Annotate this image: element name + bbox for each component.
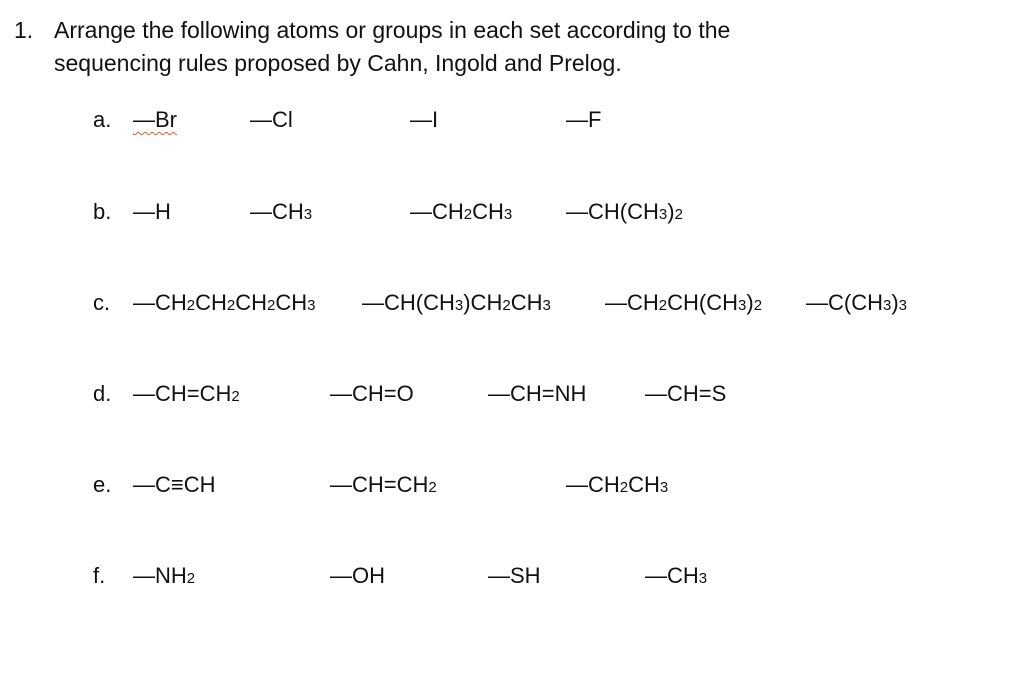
set-b-label: b. [93, 199, 112, 224]
set-c-row [0, 290, 1024, 330]
set-b-item-h: —H [133, 199, 171, 224]
set-d-row [0, 381, 1024, 421]
set-b-row [0, 199, 1024, 239]
set-b-item-ch3: —CH3 [250, 199, 313, 224]
set-d-label: d. [93, 381, 112, 406]
question-line-1: Arrange the following atoms or groups in each set according to the [54, 17, 731, 43]
set-a-label: a. [93, 107, 112, 132]
set-b-item-isopropyl: —CH(CH3)2 [566, 199, 683, 224]
set-b-item-ethyl: —CH2CH3 [410, 199, 513, 224]
set-f-row [0, 563, 1024, 603]
set-f-item-methyl: —CH3 [645, 563, 708, 588]
set-c-item-sec-butyl: —CH(CH3)CH2CH3 [362, 290, 551, 315]
question-number: 1. [14, 17, 34, 43]
set-f-item-thiol: —SH [488, 563, 541, 588]
set-f-item-hydroxyl: —OH [330, 563, 385, 588]
set-f-label: f. [93, 563, 106, 588]
set-e-label: e. [93, 472, 112, 497]
set-e-item-vinyl: —CH=CH2 [330, 472, 437, 497]
set-a-item-br: —Br [133, 107, 177, 132]
set-e-row [0, 472, 1024, 512]
set-c-label: c. [93, 290, 111, 315]
set-f-item-amino: —NH2 [133, 563, 196, 588]
question-text [54, 14, 954, 80]
set-c-item-isobutyl: —CH2CH(CH3)2 [605, 290, 763, 315]
set-a-item-cl: —Cl [250, 107, 293, 132]
set-a-item-f: —F [566, 107, 602, 132]
set-d-item-vinyl: —CH=CH2 [133, 381, 240, 406]
set-e-item-ethyl: —CH2CH3 [566, 472, 669, 497]
set-a-item-i: —I [410, 107, 439, 132]
set-a-row [0, 107, 1024, 147]
set-e-item-ethynyl: —C≡CH [133, 472, 216, 497]
question-line-2: sequencing rules proposed by Cahn, Ingold and Prelog. [54, 50, 622, 76]
set-d-item-thioformyl: —CH=S [645, 381, 727, 406]
set-d-item-imine: —CH=NH [488, 381, 587, 406]
set-c-item-butyl: —CH2CH2CH2CH3 [133, 290, 316, 315]
set-d-item-formyl: —CH=O [330, 381, 414, 406]
set-c-item-tert-butyl: —C(CH3)3 [806, 290, 908, 315]
